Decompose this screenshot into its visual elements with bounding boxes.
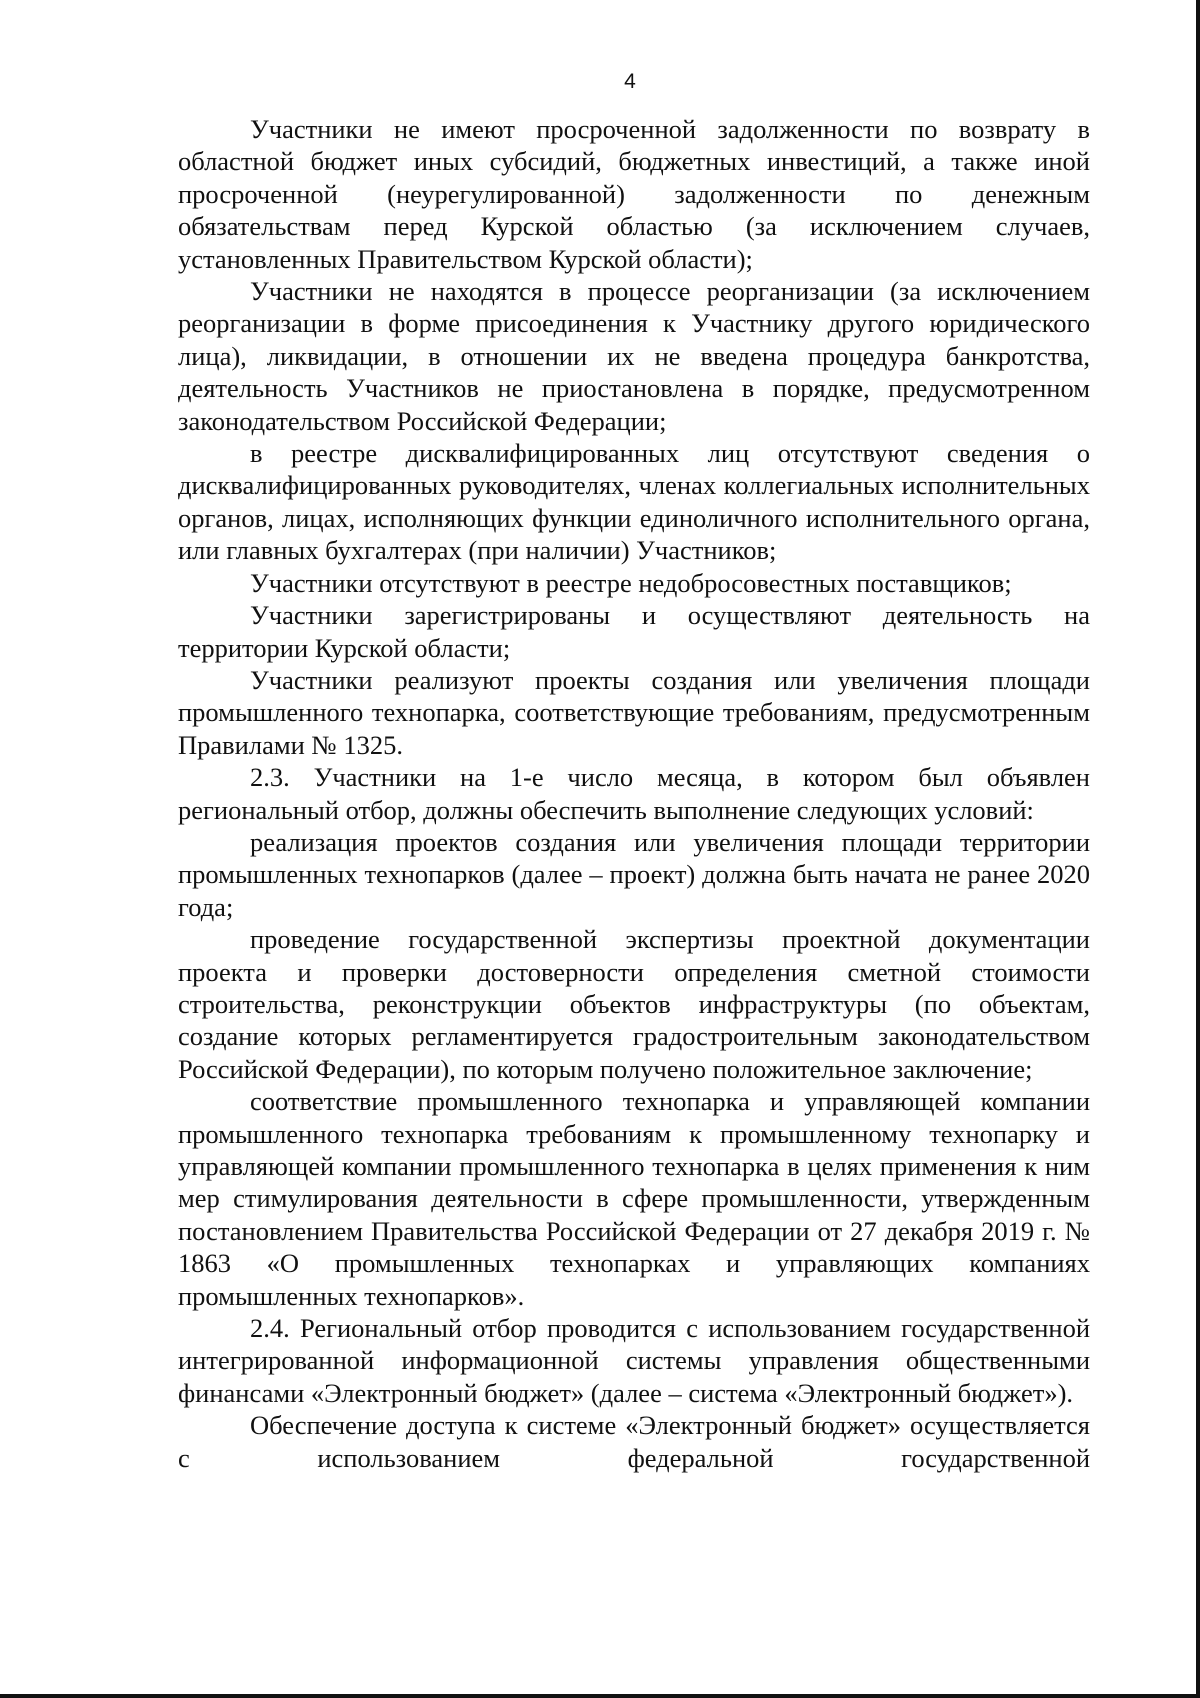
paragraph-technopark-requirements: соответствие промышленного технопарка и управляющей компании промышленного технопарка требованиям к промышленному технопарку и управляющей компании промышленного технопарка в целях применения к ним мер стимулирования деятельности в сфере промышленности, утвержденным постановлением Правительства Российской Федерации от 27 декабря 2019 г. № 1863 «О промышленных технопарках и управляющих компаниях промышленных технопарков». [178, 1086, 1090, 1311]
paragraph-state-expertise: проведение государственной экспертизы проектной документации проекта и проверки достоверности определения сметной стоимости строительства, реконструкции объектов инфраструктуры (по объектам, создание которых регламентируется градостроительным законодательством Российской Федерации), по которым получено положительное заключение; [178, 924, 1090, 1084]
document-body [178, 113, 1090, 1474]
paragraph-no-overdue-debt: Участники не имеют просроченной задолженности по возврату в областной бюджет иных субсидий, бюджетных инвестиций, а также иной просроченной (неурегулированной) задолженности по денежным обязательствам перед Курской областью (за исключением случаев, установленных Правительством Курской области); [178, 114, 1090, 274]
paragraph-project-start-date: реализация проектов создания или увеличения площади территории промышленных технопарков (далее – проект) должна быть начата не ранее 2020 года; [178, 826, 1090, 922]
paragraph-section-2-4: 2.4. Региональный отбор проводится с использованием государственной интегрированной информационной системы управления общественными финансами «Электронный бюджет» (далее – система «Электронный бюджет»). [178, 1313, 1090, 1408]
paragraph-disqualified-persons: в реестре дисквалифицированных лиц отсутствуют сведения о дисквалифицированных руководителях, членах коллегиальных исполнительных органов, лицах, исполняющих функции единоличного исполнительного органа, или главных бухгалтерах (при наличии) Участников; [178, 438, 1090, 566]
page-edge-bottom [0, 1694, 1200, 1698]
page-edge-right [1196, 0, 1200, 1698]
paragraph-registered-in-kursk: Участники зарегистрированы и осуществляют деятельность на территории Курской области; [178, 600, 1090, 663]
page-number: 4 [624, 70, 636, 93]
paragraph-section-2-3: 2.3. Участники на 1-е число месяца, в котором был объявлен региональный отбор, должны обеспечить выполнение следующих условий: [178, 762, 1090, 825]
paragraph-system-access: Обеспечение доступа к системе «Электронный бюджет» осуществляется с использованием федеральной государственной [178, 1410, 1090, 1473]
paragraph-technopark-projects: Участники реализуют проекты создания или увеличения площади промышленного технопарка, соответствующие требованиям, предусмотренным Правилами № 1325. [178, 664, 1090, 760]
paragraph-no-reorganization: Участники не находятся в процессе реорганизации (за исключением реорганизации в форме присоединения к Участнику другого юридического лица), ликвидации, в отношении их не введена процедура банкротства, деятельность Участников не приостановлена в порядке, предусмотренном законодательством Российской Федерации; [178, 276, 1090, 436]
paragraph-unfair-suppliers: Участники отсутствуют в реестре недобросовестных поставщиков; [250, 567, 1012, 598]
